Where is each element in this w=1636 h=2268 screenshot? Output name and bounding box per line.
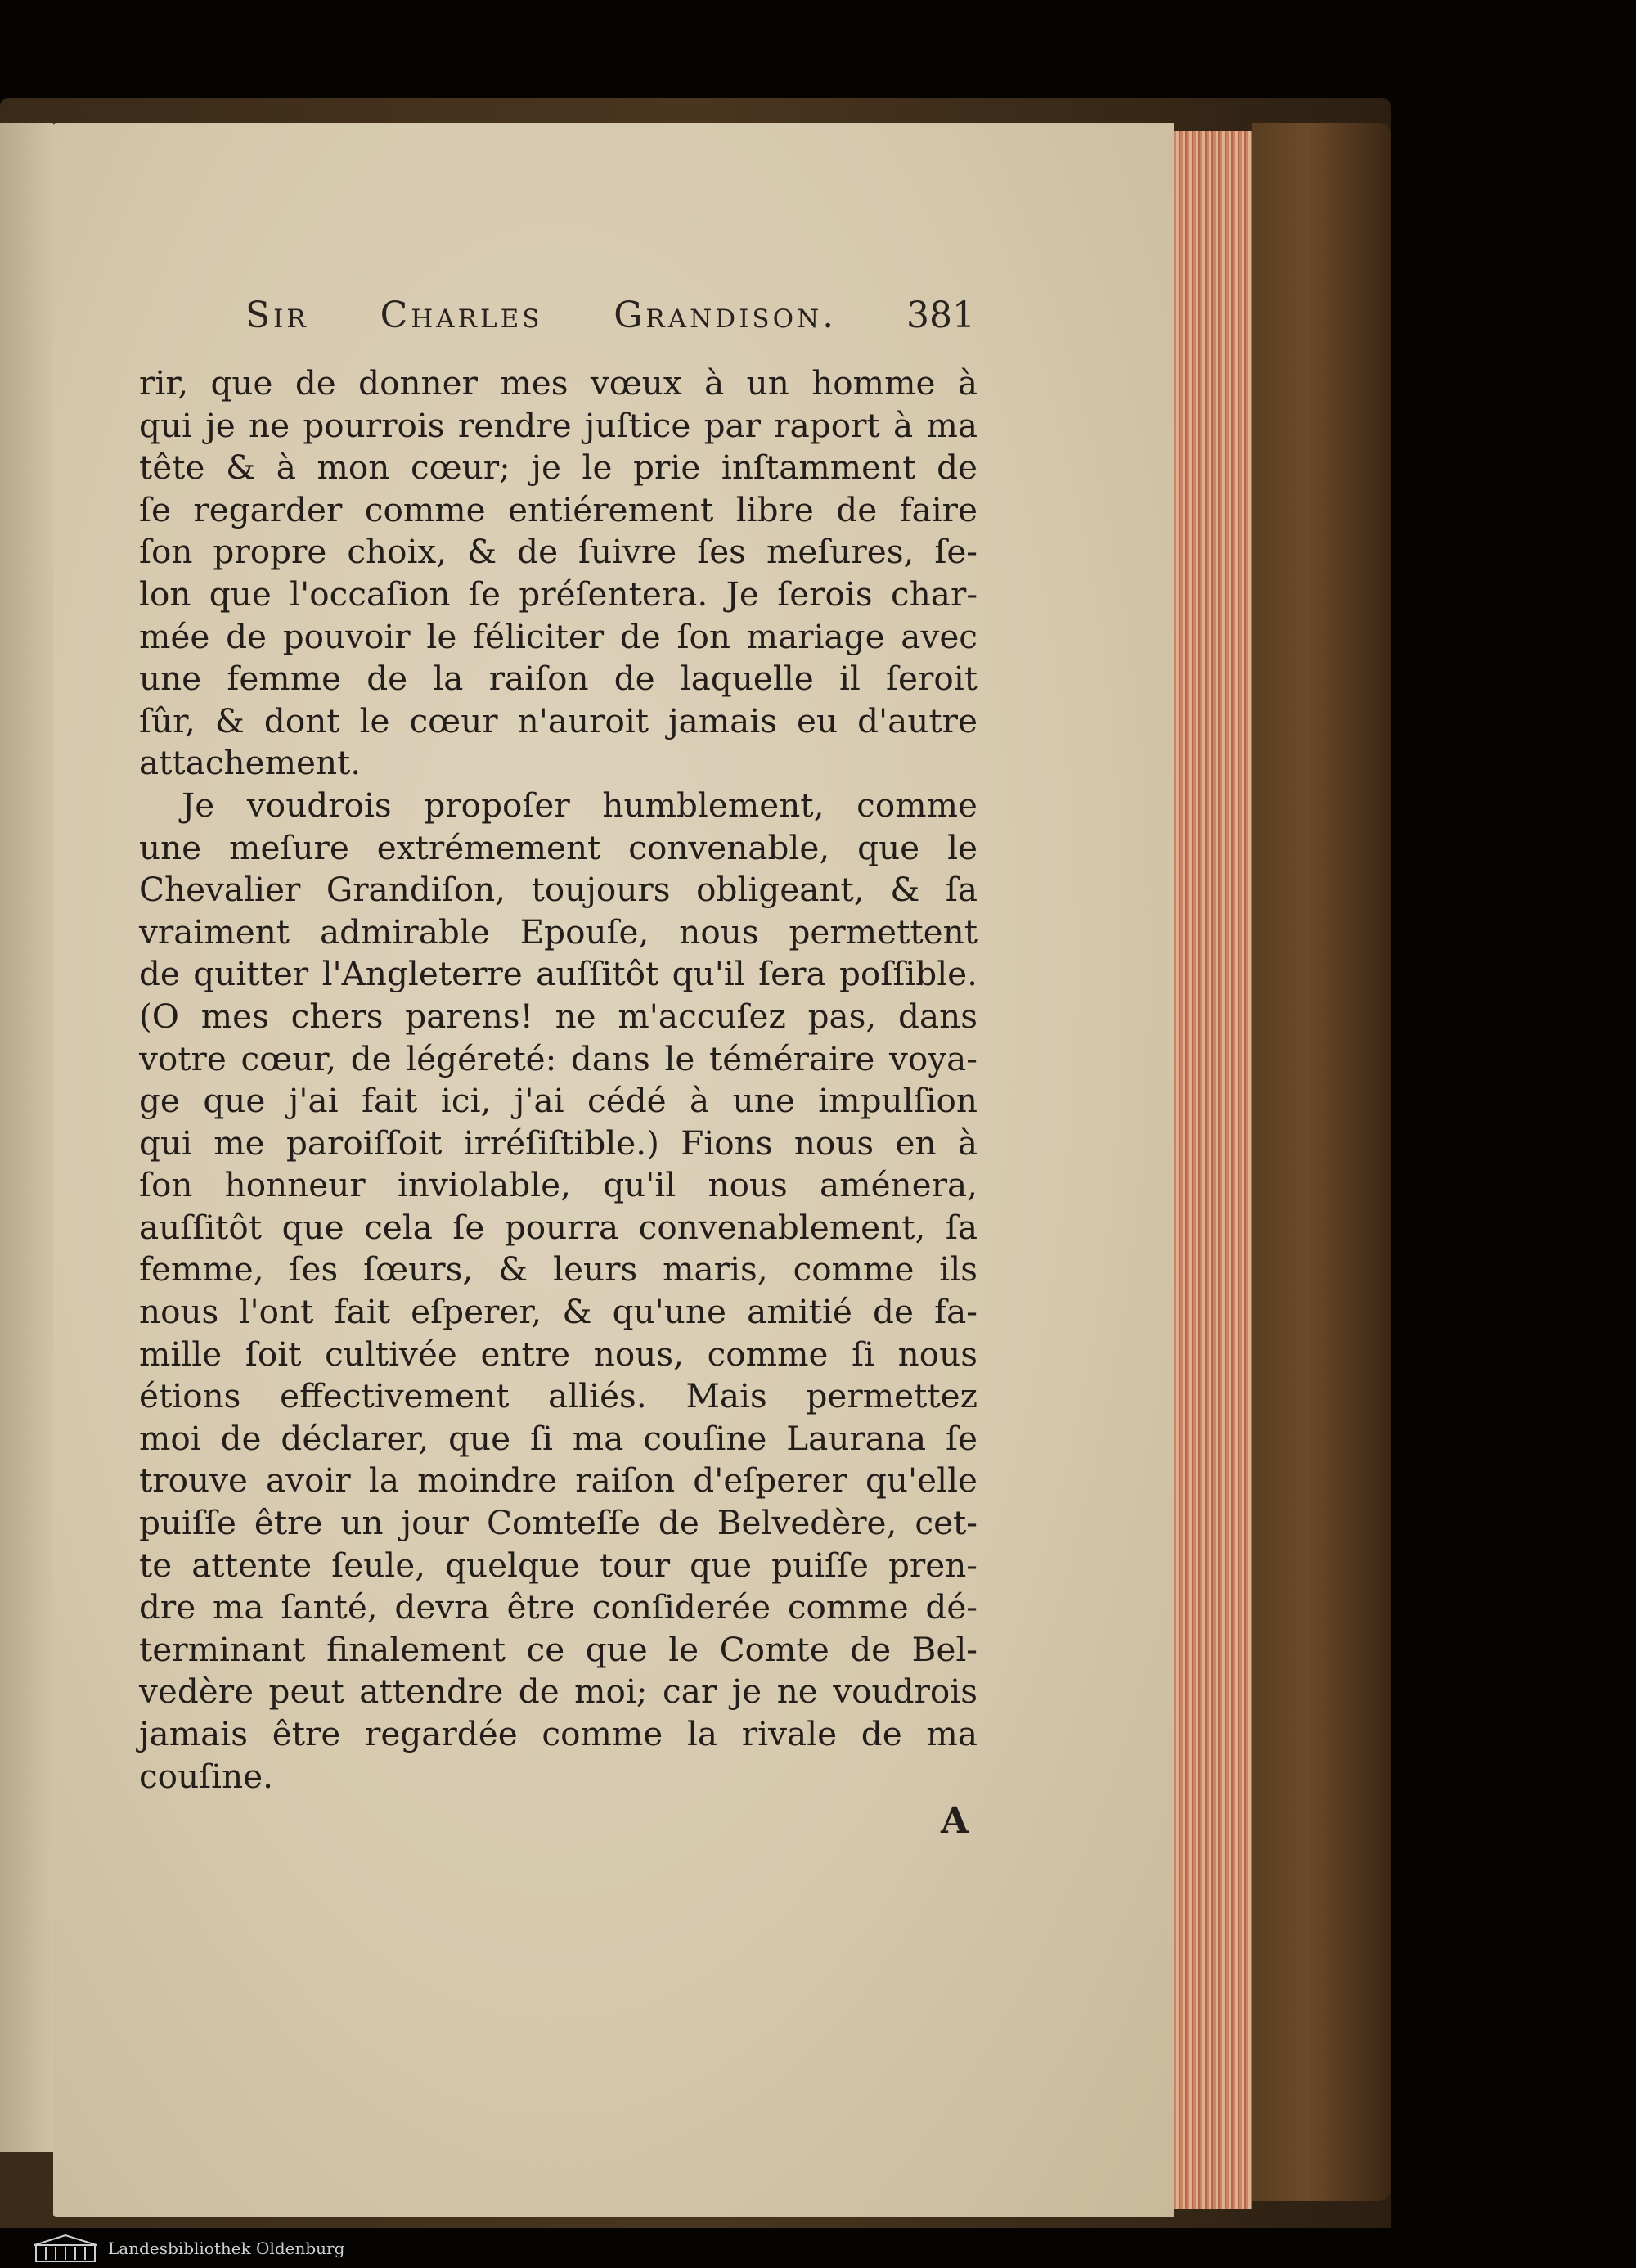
facing-page-edge [0,123,53,2152]
text-line: mée de pouvoir le féliciter de ſon mariage avec [139,616,978,656]
text-line: vedère peut attendre de moi; car je ne voudrois [139,1672,978,1712]
text-line: dre ma ſanté, devra être conſiderée comme dé- [139,1587,978,1627]
running-head-word: Grandison. [614,295,838,336]
text-line: rir, que de donner mes vœux à un homme à [139,363,978,403]
text-line: qui me paroiſſoit irréſiſtible.) Fions nous en à [139,1123,978,1163]
text-line: nous l'ont fait eſperer, & qu'une amitié de fa- [139,1292,978,1332]
text-line: de quitter l'Angleterre auſſitôt qu'il ſera poſſible. [139,954,978,994]
library-footer [0,2228,1636,2268]
running-head [245,295,982,336]
body-text [139,362,978,1798]
text-line: couſine. [139,1756,274,1796]
text-line: votre cœur, de légéreté: dans le téméraire voya- [139,1038,978,1078]
text-line: une meſure extrémement convenable, que le [139,827,978,867]
text-line: qui je ne pourrois rendre juſtice par raport à ma [139,405,978,445]
text-line: ge que j'ai fait ici, j'ai cédé à une impulſion [139,1081,978,1121]
book-cover-right-edge [1252,123,1391,2201]
text-line: ſe regarder comme entiérement libre de faire [139,489,978,529]
text-line: attachement. [139,743,362,783]
library-name: Landesbibliothek Oldenburg [108,2238,345,2258]
text-line: ſon propre choix, & de ſuivre ſes meſures, ſe- [139,532,978,572]
text-line: auſſitôt que cela ſe pourra convenablement, ſa [139,1207,978,1247]
text-line: puiſſe être un jour Comteſſe de Belvedère, cet- [139,1503,978,1543]
text-line: ſûr, & dont le cœur n'auroit jamais eu d'autre [139,700,978,740]
catchword: A [941,1800,969,1842]
page-number: 381 [906,295,975,336]
text-line: vraiment admirable Epouſe, nous permettent [139,911,978,952]
text-line: mille ſoit cultivée entre nous, comme ſi nous [139,1334,978,1374]
text-line: Chevalier Grandiſon, toujours obligeant, & ſa [139,870,978,910]
running-head-word: Sir [245,295,309,336]
text-line: trouve avoir la moindre raiſon d'eſperer qu'elle [139,1460,978,1501]
running-head-word: Charles [380,295,543,336]
text-line: lon que l'occaſion ſe préſentera. Je ſerois char- [139,574,978,614]
text-line: ſon honneur inviolable, qu'il nous aménera, [139,1165,978,1205]
text-line: Je voudrois propoſer humblement, comme [182,785,978,825]
text-line: terminant finalement ce que le Comte de Bel- [139,1629,978,1669]
page-block-edge [1174,131,1252,2209]
text-line: femme, ſes ſœurs, & leurs maris, comme ils [139,1249,978,1289]
text-line: une femme de la raiſon de laquelle il ſeroit [139,659,978,699]
text-line: moi de déclarer, que ſi ma couſine Laurana ſe [139,1418,978,1458]
library-building-icon [33,2232,98,2265]
text-line: tête & à mon cœur; je le prie inſtamment de [139,448,978,488]
text-line: (O mes chers parens! ne m'accuſez pas, dans [139,996,978,1036]
text-line: jamais être regardée comme la rivale de ma [139,1714,978,1753]
text-line: te attente ſeule, quelque tour que puiſſe pren- [139,1545,978,1585]
text-line: étions effectivement alliés. Mais permettez [139,1376,978,1416]
